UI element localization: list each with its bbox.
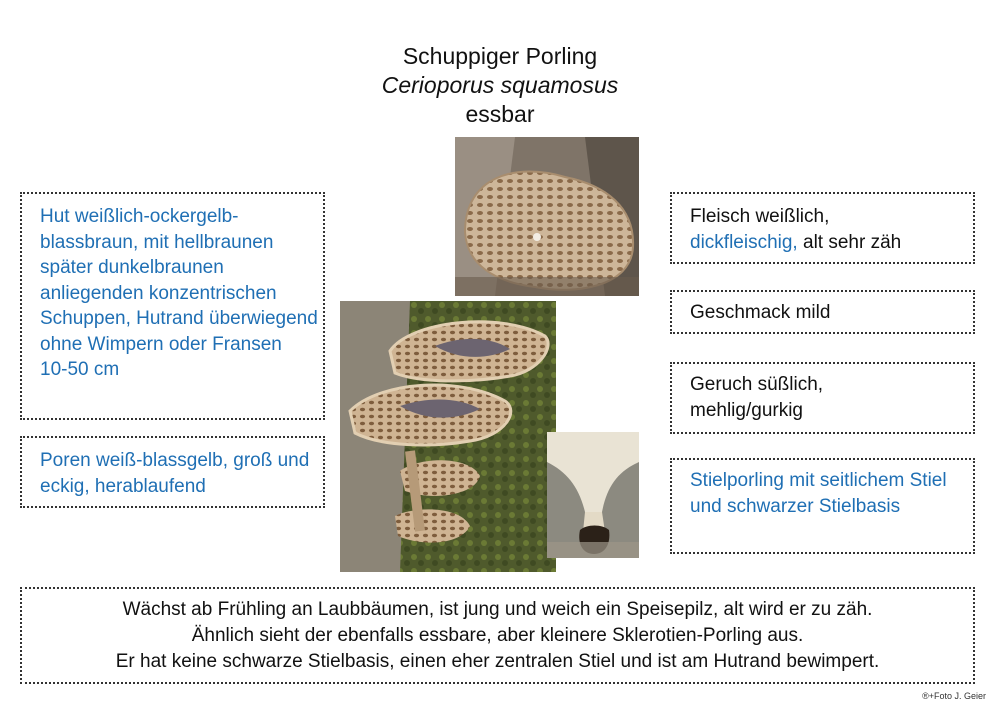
taste-text: Geschmack mild [690,302,831,323]
common-name: Schuppiger Porling [402,43,598,69]
pores-box [20,436,325,508]
latin-name: Cerioporus squamosus [381,72,619,98]
edibility: essbar [465,101,535,127]
habitat-line3: Er hat keine schwarze Stielbasis, einen eher zentralen Stiel und ist am Hutrand bewimpert. [115,651,880,672]
flesh-line2 [690,230,973,256]
photo-cap-top-view [455,137,639,296]
cap-size-text: 10-50 cm [40,359,120,380]
photo-credit: ®+Foto J. Geier [922,691,986,701]
flesh-thick-text: dickfleischig, [690,231,798,253]
smell-text: Geruch süßlich, mehlig/gurkig [690,374,824,421]
habitat-notes-box [20,587,975,684]
smell-box [670,362,975,434]
cap-description-text: Hut weißlich-ockergelb-blassbraun, mit hellbraunen später dunkelbraunen anliegenden konzentrischen Schuppen, Hutrand überwiegend ohne Wimpern oder Fransen [40,206,318,355]
stem-text: Stielporling mit seitlichem Stiel und schwarzer Stielbasis [690,470,947,517]
stem-box [670,458,975,554]
habitat-line1: Wächst ab Frühling an Laubbäumen, ist jung und weich ein Speisepilz, alt wird er zu zäh. [122,599,873,620]
flesh-box [670,192,975,264]
pores-text: Poren weiß-blassgelb, groß und eckig, herablaufend [40,450,310,497]
photo-stem-base [547,432,639,558]
flesh-age-text: alt sehr zäh [797,231,902,253]
photo-shelf-brackets [340,301,556,572]
title-block [300,42,700,129]
cap-description-box [20,192,325,420]
habitat-line2: Ähnlich sieht der ebenfalls essbare, aber kleinere Sklerotien-Porling aus. [191,625,804,646]
taste-box [670,290,975,334]
flesh-line1: Fleisch weißlich, [690,206,830,227]
